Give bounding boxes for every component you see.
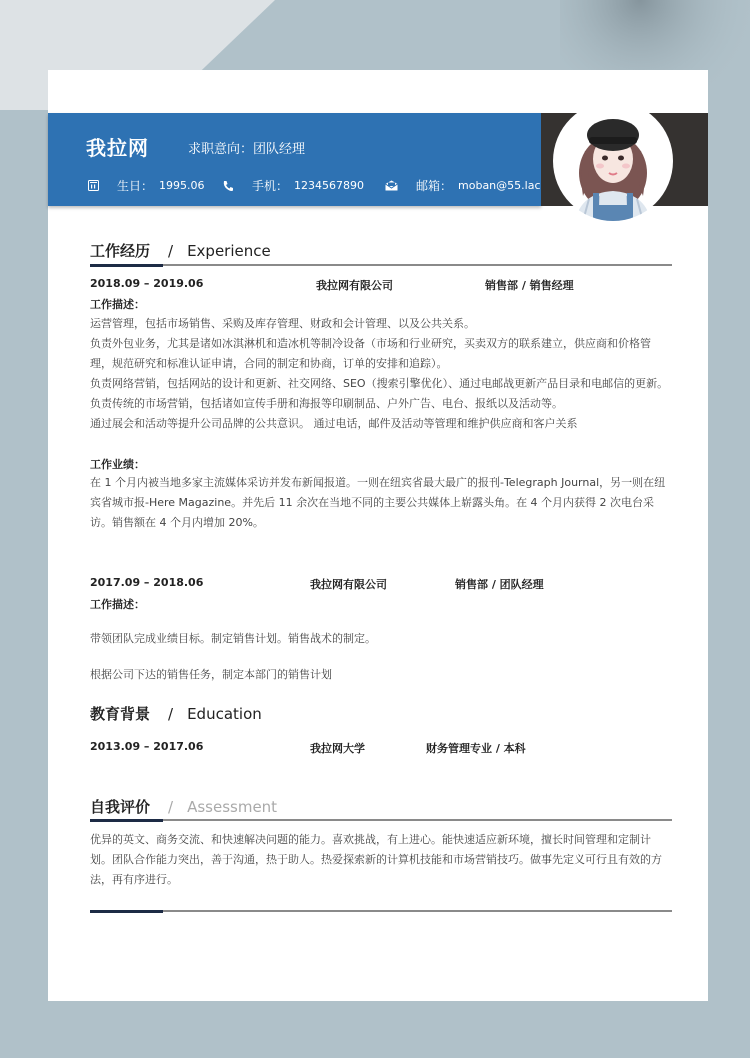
resume-page xyxy=(48,70,708,1001)
phone-icon xyxy=(222,180,234,192)
job-desc xyxy=(90,314,672,434)
phone-label: 手机： xyxy=(252,179,289,193)
job-position: 销售部 / 团队经理 xyxy=(455,578,544,591)
edu-major: 财务管理专业 / 本科 xyxy=(426,742,526,755)
section-divider xyxy=(90,819,672,821)
job-position: 销售部 / 销售经理 xyxy=(485,279,574,292)
job-desc-label: 工作描述： xyxy=(90,598,145,611)
job-desc-line: 运营管理，包括市场销售、采购及库存管理、财政和会计管理、以及公共关系。 xyxy=(90,317,475,330)
section-title-cn: 教育背景 xyxy=(90,705,151,723)
email-value: moban@55.lac xyxy=(458,179,541,192)
job-period: 2018.09 – 2019.06 xyxy=(90,277,204,290)
section-title-assessment xyxy=(90,796,277,817)
job-company: 我拉网有限公司 xyxy=(310,578,387,591)
section-divider xyxy=(90,264,672,266)
section-title-en: Experience xyxy=(187,242,271,260)
job-company: 我拉网有限公司 xyxy=(316,279,393,292)
email-info xyxy=(385,177,541,194)
avatar-illustration-icon xyxy=(553,101,673,221)
birthday-label: 生日： xyxy=(117,179,154,193)
job-desc-line: 负责外包业务，尤其是诸如冰淇淋机和造冰机等制冷设备（市场和行业研究，买卖双方的联系建立，供应商和价格管理，规范研究和标准认证申请，合同的制定和协商，订单的安排和追踪）。 xyxy=(90,337,651,370)
section-title-slash: / xyxy=(168,798,174,816)
candidate-name: 我拉网 xyxy=(86,136,149,160)
bottom-divider xyxy=(90,910,672,912)
section-title-cn: 自我评价 xyxy=(90,798,151,816)
job-desc-label: 工作描述： xyxy=(90,298,145,311)
job-achieve-label: 工作业绩： xyxy=(90,458,145,471)
section-title-experience xyxy=(90,240,271,261)
email-label: 邮箱： xyxy=(416,179,453,193)
job-desc-line: 根据公司下达的销售任务，制定本部门的销售计划 xyxy=(90,668,332,681)
section-title-en: Education xyxy=(187,705,262,723)
section-title-slash: / xyxy=(168,242,174,260)
job-achieve-text: 在 1 个月内被当地多家主流媒体采访并发布新闻报道。一则在纽宾省最大最广的报刊-Telegraph Journal，另一则在纽宾省城市报-Here Magazine。并先后 11 余次在当地不同的主要公共媒体上崭露头角。在 4 个月内获得 2 次电台采访。销售额在 4 个月内增加 20%。 xyxy=(90,476,666,529)
phone-info xyxy=(222,177,364,194)
birthday-value: 1995.06 xyxy=(159,179,205,192)
assessment-text: 优异的英文、商务交流、和快速解决问题的能力。喜欢挑战，有上进心。能快速适应新环境，擅长时间管理和定制计划。团队合作能力突出，善于沟通，热于助人。热爱探索新的计算机技能和市场营销技巧。做事先定义可行且有效的方法，再有序进行。 xyxy=(90,833,662,886)
mail-icon xyxy=(385,180,398,191)
section-title-en: Assessment xyxy=(187,798,278,816)
job-desc-line: 带领团队完成业绩目标。制定销售计划。销售战术的制定。 xyxy=(90,632,376,645)
job-desc-line: 负责网络营销，包括网站的设计和更新、社交网络、SEO（搜索引擎优化）、通过电邮战更新产品目录和电邮信的更新。负责传统的市场营销，包括诸如宣传手册和海报等印刷制品、户外广告、电台、报纸以及活动等。 xyxy=(90,377,669,410)
section-title-slash: / xyxy=(168,705,174,723)
job-period: 2017.09 – 2018.06 xyxy=(90,576,204,589)
job-desc-line: 通过展会和活动等提升公司品牌的公共意识。 通过电话，邮件及活动等管理和维护供应商和客户关系 xyxy=(90,417,578,430)
section-title-education xyxy=(90,703,262,724)
phone-value: 1234567890 xyxy=(294,179,365,192)
birthday-info xyxy=(88,177,205,194)
job-intent: 求职意向：团队经理 xyxy=(188,142,306,157)
edu-period: 2013.09 – 2017.06 xyxy=(90,740,204,753)
calendar-icon xyxy=(88,180,99,191)
section-title-cn: 工作经历 xyxy=(90,242,151,260)
avatar xyxy=(553,101,673,221)
edu-school: 我拉网大学 xyxy=(310,742,365,755)
